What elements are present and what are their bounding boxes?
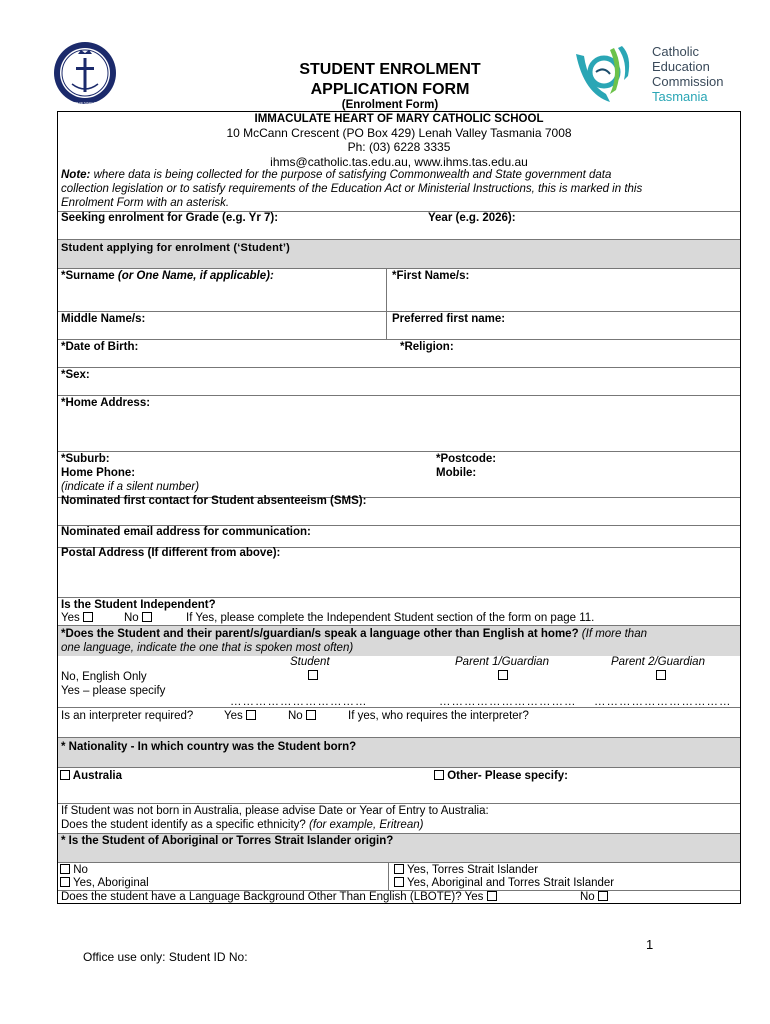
independent-no-option[interactable] (124, 612, 152, 624)
language-question: *Does the Student and their parent/s/guardian/s speak a language other than English at home? (61, 628, 579, 640)
nationality-header (58, 738, 740, 768)
cec-line-4: Tasmania (652, 89, 708, 104)
title-line-1: STUDENT ENROLMENT (299, 61, 481, 78)
col-parent-1: Parent 1/Guardian (455, 656, 549, 668)
crest-text: IMMACULATE HEART OF MARY CATHOLIC SCHOOL (47, 101, 123, 105)
note-text: where data is being collected for the purpose of satisfying Commonwealth and State government data (90, 169, 612, 181)
other-country-option[interactable] (434, 770, 568, 782)
language-options (58, 656, 740, 708)
language-hint-1: (If more than (578, 628, 647, 640)
silent-number-hint: (indicate if a silent number) (61, 481, 200, 493)
lbote-row (58, 891, 740, 905)
cec-line-3: Commission (652, 74, 724, 89)
parent1-language-field[interactable]: …………………………… (439, 696, 577, 708)
atsi-no-option[interactable] (60, 864, 88, 876)
interpreter-yes-label: Yes (224, 710, 243, 722)
cec-logo-icon (574, 44, 634, 106)
australia-checkbox[interactable] (60, 770, 70, 780)
section-student-header (58, 240, 740, 269)
atsi-both-label: Yes, Aboriginal and Torres Strait Islander (407, 877, 615, 889)
email-row (58, 526, 740, 548)
yes-specify-label: Yes – please specify (61, 685, 166, 697)
interpreter-question: Is an interpreter required? (61, 710, 194, 722)
suburb-label: *Suburb: (61, 453, 110, 465)
independent-question: Is the Student Independent? (61, 599, 216, 611)
religion-label: *Religion: (400, 341, 454, 353)
language-header (58, 626, 740, 656)
postcode-label: *Postcode: (436, 453, 497, 465)
interpreter-yes-option[interactable] (224, 710, 256, 722)
home-address-label: *Home Address: (61, 397, 151, 409)
postal-label: Postal Address (If different from above): (61, 547, 281, 559)
interpreter-no-label: No (288, 710, 303, 722)
cec-wordmark (652, 44, 724, 104)
atsi-tsi-checkbox[interactable] (394, 864, 404, 874)
atsi-aboriginal-label: Yes, Aboriginal (73, 877, 149, 889)
atsi-aboriginal-option[interactable] (60, 877, 149, 889)
mobile-label: Mobile: (436, 467, 477, 479)
ethnicity-hint: (for example, Eritrean) (305, 819, 424, 831)
independent-note: If Yes, please complete the Independent Student section of the form on page 11. (186, 612, 595, 624)
note-line-3: Enrolment Form with an asterisk. (61, 197, 230, 209)
interpreter-row (58, 708, 740, 738)
form-title (240, 60, 540, 100)
atsi-divider (388, 863, 389, 891)
middle-names-label: Middle Name/s: (61, 313, 146, 325)
grade-row (58, 212, 740, 240)
atsi-no-label: No (73, 864, 88, 876)
atsi-no-checkbox[interactable] (60, 864, 70, 874)
page-number: 1 (646, 937, 654, 952)
independent-row (58, 598, 740, 626)
dob-row (58, 340, 740, 368)
surname-label (61, 270, 274, 282)
year-label: Year (e.g. 2026): (428, 212, 516, 224)
atsi-aboriginal-checkbox[interactable] (60, 877, 70, 887)
home-phone-label: Home Phone: (61, 467, 136, 479)
entry-date-question: If Student was not born in Australia, please advise Date or Year of Entry to Australia: (61, 805, 489, 817)
sex-label: *Sex: (61, 369, 90, 381)
grade-label: Seeking enrolment for Grade (e.g. Yr 7): (61, 212, 279, 224)
note-line-1 (61, 169, 611, 181)
form-subtitle: (Enrolment Form) (341, 99, 439, 111)
cec-line-2: Education (652, 59, 710, 74)
atsi-header (58, 834, 740, 863)
school-phone: Ph: (03) 6228 3335 (347, 140, 451, 154)
atsi-options (58, 863, 740, 891)
parent2-language-field[interactable]: …………………………… (594, 696, 732, 708)
ethnicity-line (61, 819, 423, 831)
no-label: No (124, 612, 139, 624)
school-name: IMMACULATE HEART OF MARY CATHOLIC SCHOOL (254, 113, 544, 125)
atsi-tsi-label: Yes, Torres Strait Islander (407, 864, 539, 876)
student-no-english-checkbox[interactable] (308, 670, 318, 680)
sex-row (58, 368, 740, 396)
sms-row (58, 495, 740, 526)
school-info-block (58, 112, 740, 212)
surname-row (58, 269, 740, 312)
dob-label: *Date of Birth: (61, 341, 139, 353)
sms-contact-label: Nominated first contact for Student absenteeism (SMS): (61, 495, 367, 507)
independent-no-checkbox[interactable] (142, 612, 152, 622)
student-language-field[interactable]: …………………………… (230, 696, 368, 708)
lbote-text: Does the student have a Language Background Other Than English (LBOTE)? Yes (61, 891, 484, 903)
middle-name-row (58, 312, 740, 340)
surname-hint: (or One Name, if applicable): (114, 270, 274, 282)
parent1-no-english-checkbox[interactable] (498, 670, 508, 680)
entry-ethnicity-row (58, 804, 740, 834)
cec-line-1: Catholic (652, 44, 699, 59)
interpreter-no-option[interactable] (288, 710, 316, 722)
suburb-row (58, 452, 740, 498)
col-parent-2: Parent 2/Guardian (611, 656, 705, 668)
note-label: Note: (61, 169, 91, 181)
surname-text: *Surname (61, 270, 115, 282)
language-question-line (61, 628, 647, 640)
australia-option[interactable] (60, 770, 122, 782)
school-contact: ihms@catholic.tas.edu.au, www.ihms.tas.edu.au (270, 155, 528, 169)
first-names-label: *First Name/s: (392, 270, 470, 282)
preferred-name-label: Preferred first name: (392, 313, 506, 325)
lbote-question (61, 891, 497, 903)
atsi-question: * Is the Student of Aboriginal or Torres Strait Islander origin? (61, 835, 394, 847)
other-country-checkbox[interactable] (434, 770, 444, 780)
atsi-tsi-option[interactable] (394, 864, 538, 876)
email-label: Nominated email address for communication: (61, 526, 311, 538)
office-use-label: Office use only: Student ID No: (83, 950, 248, 964)
lbote-no-label: No (580, 891, 595, 903)
home-address-row (58, 396, 740, 452)
language-hint-2: one language, indicate the one that is spoken most often) (61, 642, 354, 654)
school-crest-logo (47, 40, 123, 106)
atsi-both-checkbox[interactable] (394, 877, 404, 887)
parent2-no-english-checkbox[interactable] (656, 670, 666, 680)
australia-label: Australia (72, 770, 122, 782)
nationality-options (58, 768, 740, 804)
other-country-label: Other- Please specify: (447, 770, 569, 782)
lbote-no-option[interactable] (580, 891, 608, 903)
section-student-title: Student applying for enrolment (‘Student’) (61, 242, 291, 254)
note-line-2: collection legislation or to satisfy requirements of the Education Act or Ministerial Instructions, this is marked in this (61, 183, 643, 195)
enrolment-form (57, 111, 741, 904)
interpreter-yes-checkbox[interactable] (246, 710, 256, 720)
col-student: Student (290, 656, 330, 668)
lbote-no-checkbox[interactable] (598, 891, 608, 901)
postal-row (58, 548, 740, 598)
independent-yes-checkbox[interactable] (83, 612, 93, 622)
yes-label: Yes (61, 612, 80, 624)
atsi-both-option[interactable] (394, 877, 614, 889)
lbote-yes-checkbox[interactable] (487, 891, 497, 901)
no-english-label: No, English Only (61, 671, 147, 683)
title-line-2: APPLICATION FORM (310, 81, 470, 98)
ethnicity-question: Does the student identify as a specific ethnicity? (61, 819, 306, 831)
interpreter-who: If yes, who requires the interpreter? (348, 710, 529, 722)
nationality-question: * Nationality - In which country was the Student born? (61, 741, 357, 753)
independent-yes-option[interactable] (61, 612, 93, 624)
interpreter-no-checkbox[interactable] (306, 710, 316, 720)
school-address: 10 McCann Crescent (PO Box 429) Lenah Valley Tasmania 7008 (226, 126, 572, 140)
